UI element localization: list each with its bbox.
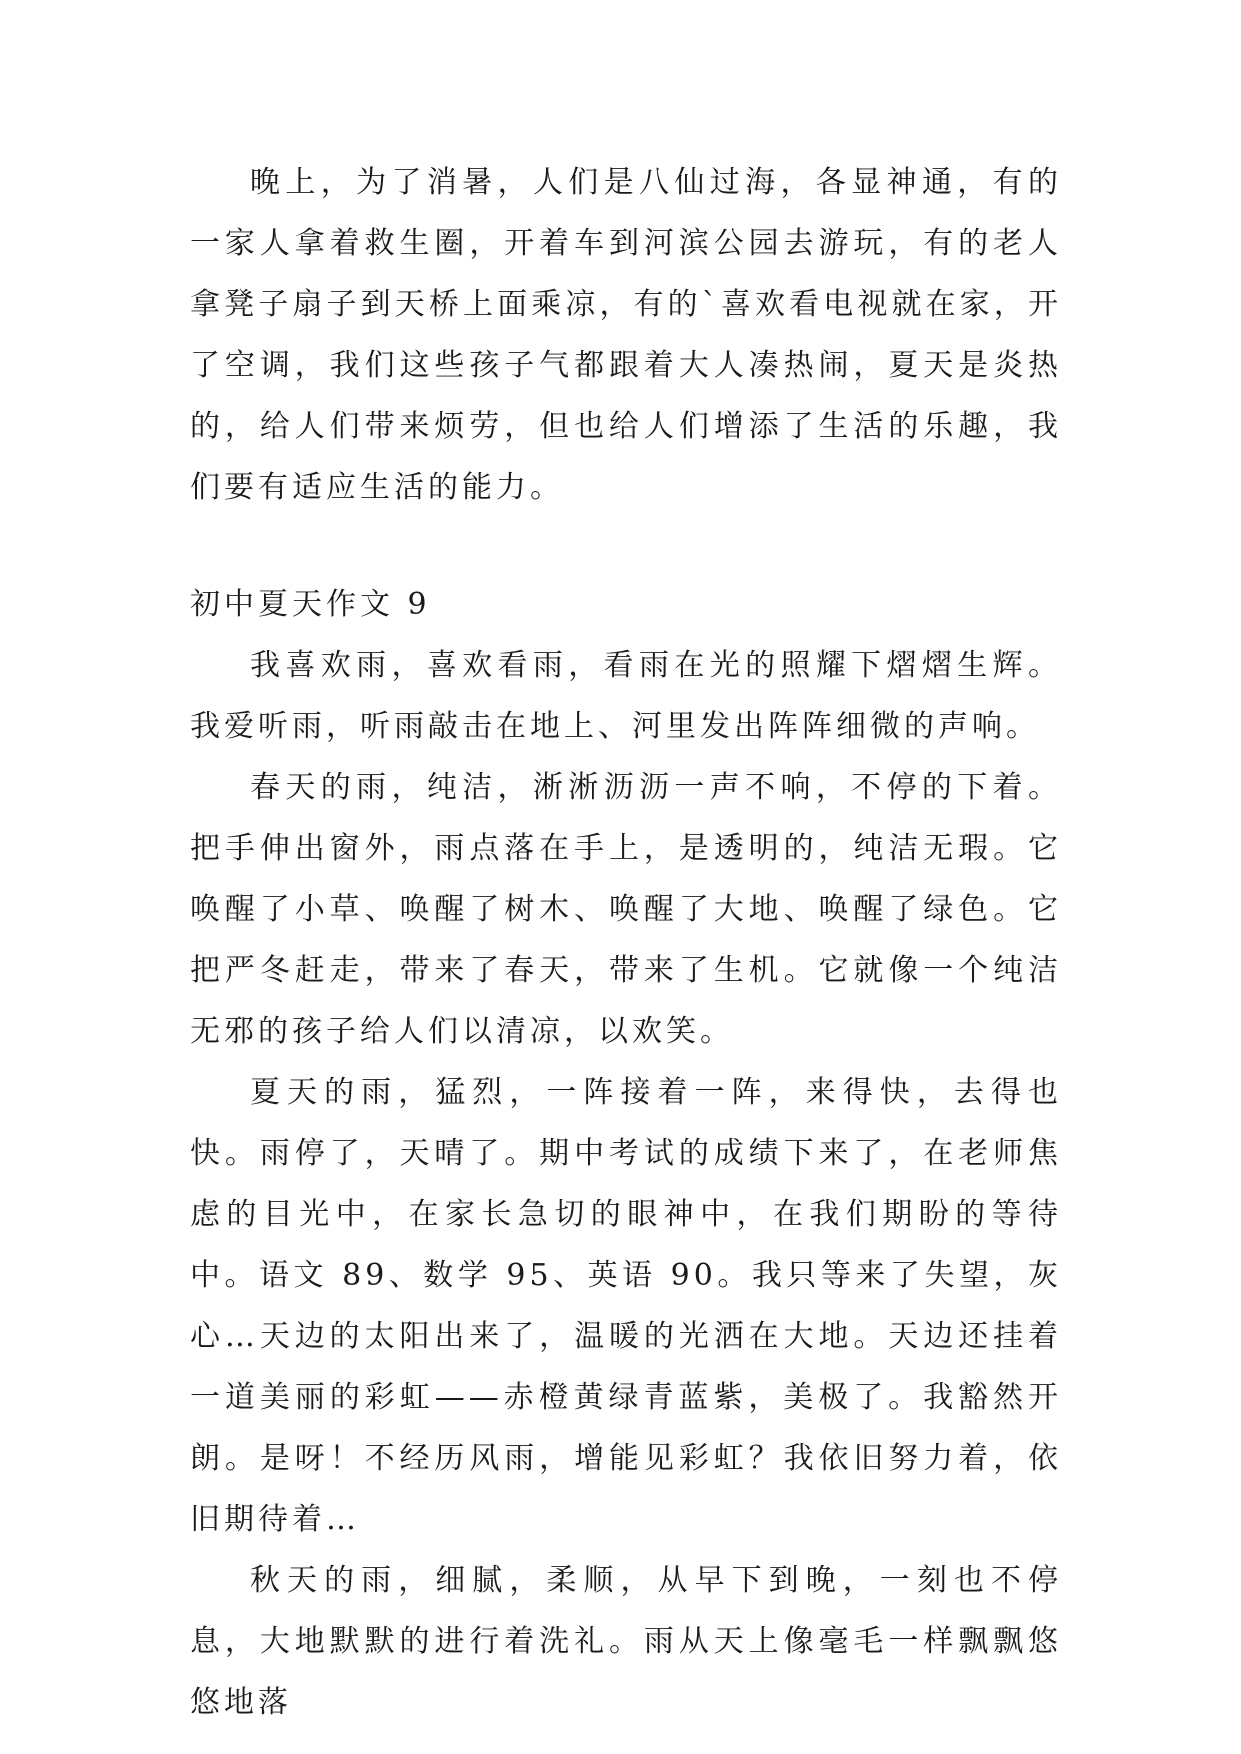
paragraph-3: 夏天的雨，猛烈，一阵接着一阵，来得快，去得也快。雨停了，天晴了。期中考试的成绩下来了，在老师焦虑的目光中，在家长急切的眼神中，在我们期盼的等待中。语文 89、数学 95、英语 90。我只等来了失望，灰心…天边的太阳出来了，温暖的光洒在大地。天边还挂着一道美丽的彩虹——赤橙黄绿青蓝紫，美极了。我豁然开朗。是呀！不经历风雨，增能见彩虹？我依旧努力着，依旧期待着…	[190, 1075, 1062, 1537]
paragraph-4: 秋天的雨，细腻，柔顺，从早下到晚，一刻也不停息，大地默默的进行着洗礼。雨从天上像毫毛一样飘飘悠悠地落	[190, 1563, 1062, 1720]
section-title: 初中夏天作文 9	[190, 587, 431, 622]
paragraph-1: 我喜欢雨，喜欢看雨，看雨在光的照耀下熠熠生辉。我爱听雨，听雨敲击在地上、河里发出阵阵细微的声响。	[190, 648, 1062, 744]
intro-paragraph: 晚上，为了消暑，人们是八仙过海，各显神通，有的一家人拿着救生圈，开着车到河滨公园去游玩，有的老人拿凳子扇子到天桥上面乘凉，有的`喜欢看电视就在家，开了空调，我们这些孩子气都跟着大人凑热闹，夏天是炎热的，给人们带来烦劳，但也给人们增添了生活的乐趣，我们要有适应生活的能力。	[190, 165, 1062, 505]
document-page	[190, 152, 1062, 1733]
paragraph-2: 春天的雨，纯洁，淅淅沥沥一声不响，不停的下着。把手伸出窗外，雨点落在手上，是透明的，纯洁无瑕。它唤醒了小草、唤醒了树木、唤醒了大地、唤醒了绿色。它把严冬赶走，带来了春天，带来了生机。它就像一个纯洁无邪的孩子给人们以清凉，以欢笑。	[190, 770, 1062, 1049]
